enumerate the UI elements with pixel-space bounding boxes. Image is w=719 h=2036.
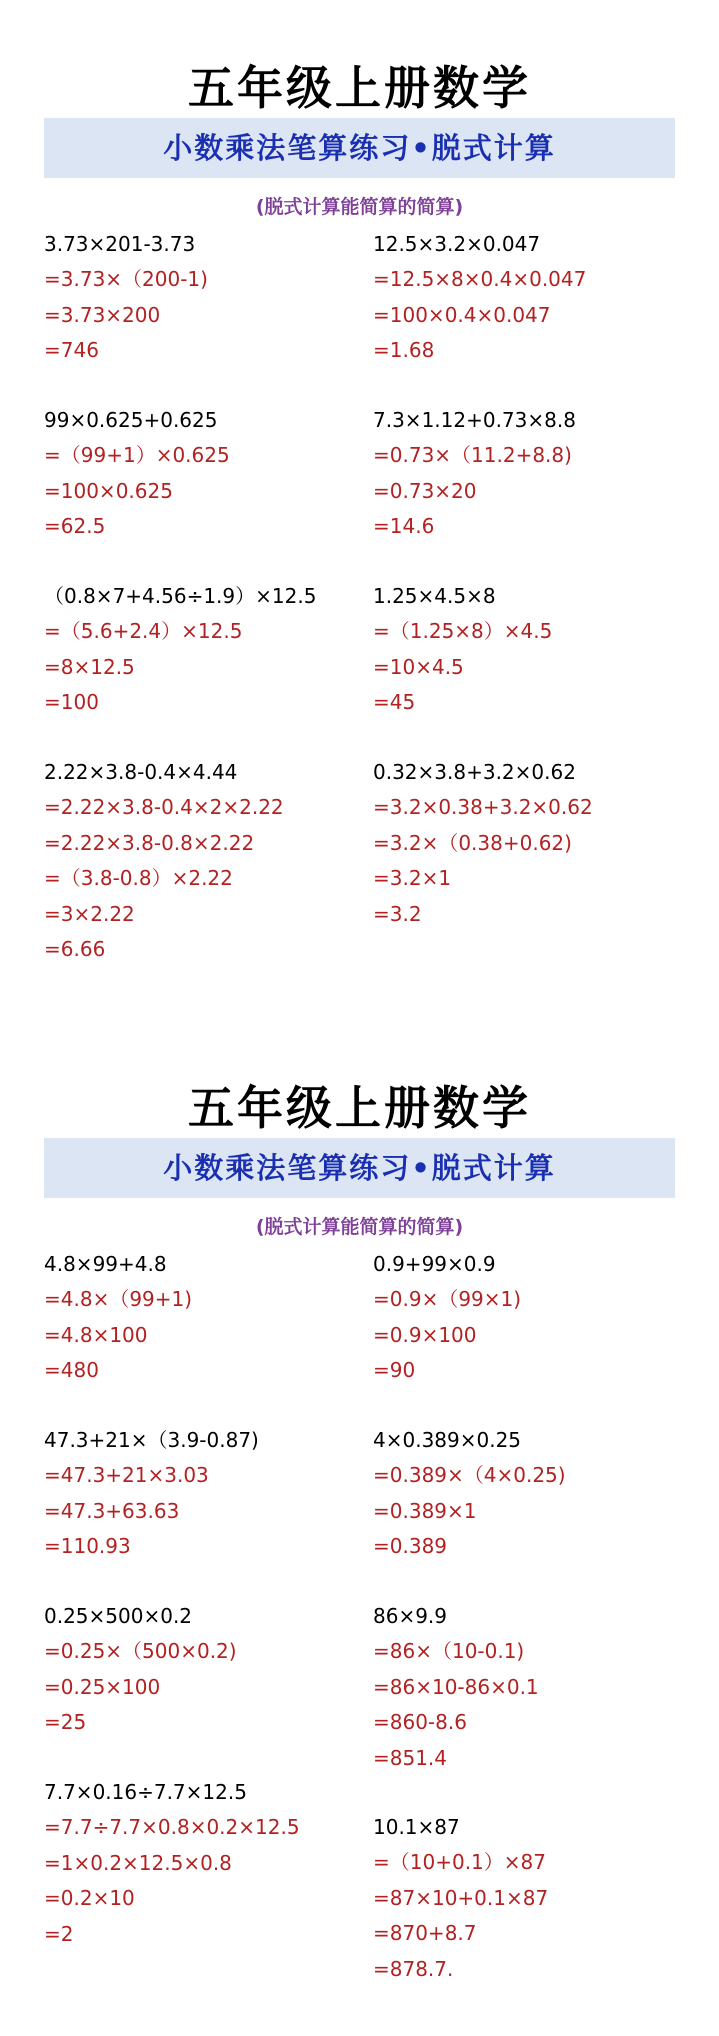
solution-step: =1×0.2×12.5×0.8	[44, 1850, 232, 1875]
solution-step: =12.5×8×0.4×0.047	[373, 267, 587, 292]
solution-step: =86×（10-0.1)	[373, 1639, 525, 1664]
solution-step: =746	[44, 338, 99, 363]
solution-step: =（99+1）×0.625	[44, 443, 230, 468]
solution-step: =4.8×（99+1)	[44, 1287, 193, 1312]
problem	[44, 579, 316, 721]
section-1-subtitle-banner: 小数乘法笔算练习•脱式计算	[44, 118, 675, 178]
problem-question: 99×0.625+0.625	[44, 408, 218, 432]
solution-step: =3.2	[373, 901, 422, 926]
problem	[373, 1599, 539, 1776]
problem	[44, 227, 208, 369]
solution-step: =87×10+0.1×87	[373, 1885, 549, 1910]
problem-question: （0.8×7+4.56÷1.9）×12.5	[44, 584, 317, 608]
solution-step: =3.2×0.38+3.2×0.62	[373, 795, 593, 820]
problem-question: 47.3+21×（3.9-0.87)	[44, 1428, 259, 1452]
section-2-note: (脱式计算能简算的简算)	[255, 1216, 464, 1238]
solution-step: =（1.25×8）×4.5	[373, 619, 553, 644]
solution-step: =0.389×1	[373, 1498, 477, 1523]
problem-question: 10.1×87	[373, 1815, 460, 1839]
solution-step: =45	[373, 690, 416, 715]
solution-step: =0.9×（99×1)	[373, 1287, 522, 1312]
problem-question: 7.3×1.12+0.73×8.8	[373, 408, 576, 432]
solution-step: =3.73×200	[44, 302, 161, 327]
section-1-note: (脱式计算能简算的简算)	[255, 196, 464, 218]
solution-step: =860-8.6	[373, 1710, 467, 1735]
solution-step: =（5.6+2.4）×12.5	[44, 619, 243, 644]
problem-question: 12.5×3.2×0.047	[373, 232, 541, 256]
solution-step: =100×0.4×0.047	[373, 302, 551, 327]
problem-question: 0.25×500×0.2	[44, 1604, 193, 1628]
solution-step: =86×10-86×0.1	[373, 1674, 539, 1699]
solution-step: =0.389×（4×0.25)	[373, 1463, 566, 1488]
solution-step: =100×0.625	[44, 478, 173, 503]
section-2-title: 五年级上册数学	[188, 1081, 531, 1135]
problem	[44, 1423, 259, 1565]
problem	[373, 579, 552, 721]
solution-step: =3.2×1	[373, 866, 452, 891]
solution-step: =851.4	[373, 1745, 448, 1770]
problem	[373, 227, 586, 369]
problem-question: 4×0.389×0.25	[373, 1428, 522, 1452]
section-1-title: 五年级上册数学	[188, 61, 531, 115]
problem	[44, 1775, 300, 1952]
solution-step: =90	[373, 1358, 416, 1383]
problem	[373, 1423, 566, 1565]
solution-step: =100	[44, 690, 99, 715]
problem	[44, 1599, 237, 1741]
solution-step: =1.68	[373, 338, 435, 363]
solution-step: =25	[44, 1710, 87, 1735]
problem	[373, 755, 593, 932]
problem	[44, 755, 284, 967]
solution-step: =0.389	[373, 1534, 448, 1559]
solution-step: =（3.8-0.8）×2.22	[44, 866, 233, 891]
solution-step: =480	[44, 1358, 99, 1383]
problem	[44, 403, 230, 545]
problem-question: 0.9+99×0.9	[373, 1252, 496, 1276]
solution-step: =870+8.7	[373, 1921, 477, 1946]
solution-step: =0.25×100	[44, 1674, 161, 1699]
section-2-subtitle-banner: 小数乘法笔算练习•脱式计算	[44, 1138, 675, 1198]
problem-question: 7.7×0.16÷7.7×12.5	[44, 1780, 247, 1804]
problem-question: 0.32×3.8+3.2×0.62	[373, 760, 576, 784]
solution-step: =0.9×100	[373, 1322, 477, 1347]
solution-step: =7.7÷7.7×0.8×0.2×12.5	[44, 1815, 300, 1840]
solution-step: =0.73×（11.2+8.8)	[373, 443, 572, 468]
solution-step: =4.8×100	[44, 1322, 148, 1347]
solution-step: =3.2×（0.38+0.62)	[373, 830, 572, 855]
problem-question: 2.22×3.8-0.4×4.44	[44, 760, 238, 784]
solution-step: =47.3+63.63	[44, 1498, 180, 1523]
problem-question: 1.25×4.5×8	[373, 584, 496, 608]
solution-step: =3×2.22	[44, 901, 135, 926]
solution-step: =878.7.	[373, 1956, 454, 1981]
solution-step: =（10+0.1）×87	[373, 1850, 546, 1875]
solution-step: =3.73×（200-1)	[44, 267, 208, 292]
problem-question: 4.8×99+4.8	[44, 1252, 167, 1276]
solution-step: =6.66	[44, 936, 106, 961]
problem	[373, 1810, 548, 1987]
solution-step: =0.2×10	[44, 1886, 135, 1911]
problem	[44, 1247, 192, 1389]
solution-step: =8×12.5	[44, 654, 135, 679]
solution-step: =2.22×3.8-0.8×2.22	[44, 830, 255, 855]
problem-question: 3.73×201-3.73	[44, 232, 196, 256]
solution-step: =0.73×20	[373, 478, 477, 503]
solution-step: =110.93	[44, 1534, 131, 1559]
problem	[373, 403, 576, 545]
solution-step: =14.6	[373, 514, 435, 539]
solution-step: =47.3+21×3.03	[44, 1463, 209, 1488]
solution-step: =10×4.5	[373, 654, 464, 679]
solution-step: =0.25×（500×0.2)	[44, 1639, 237, 1664]
problem-question: 86×9.9	[373, 1604, 448, 1628]
solution-step: =2	[44, 1921, 74, 1946]
problem	[373, 1247, 521, 1389]
solution-step: =62.5	[44, 514, 106, 539]
solution-step: =2.22×3.8-0.4×2×2.22	[44, 795, 284, 820]
